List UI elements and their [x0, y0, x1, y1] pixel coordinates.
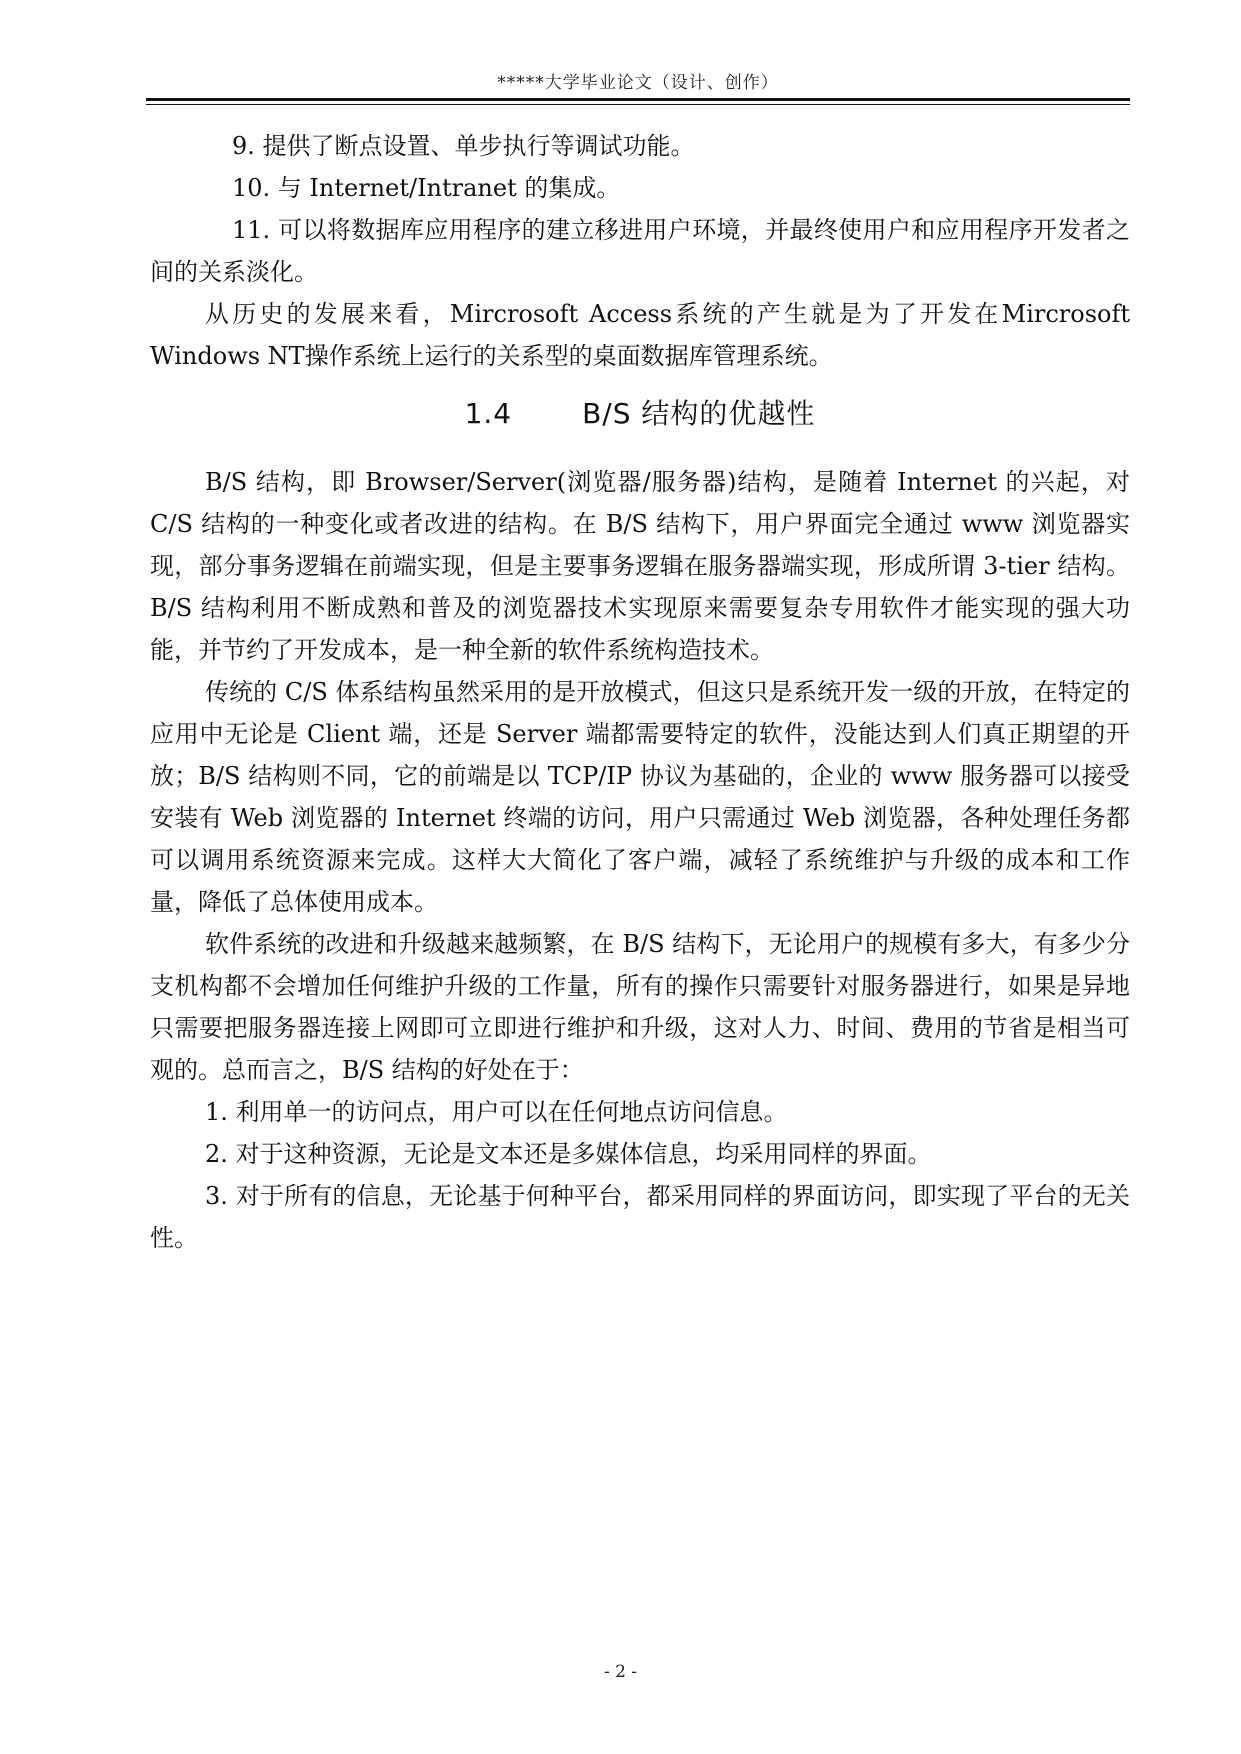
header-rule-thin — [146, 104, 1130, 105]
page-header: *****大学毕业论文（设计、创作） — [497, 73, 779, 93]
section-heading — [150, 389, 1130, 439]
benefit-item-2: 2. 对于这种资源，无论是文本还是多媒体信息，均采用同样的界面。 — [205, 1140, 932, 1168]
list-item-9: 9. 提供了断点设置、单步执行等调试功能。 — [232, 132, 695, 160]
section-number: 1.4 — [464, 397, 513, 430]
paragraph-bs-definition: B/S 结构，即 Browser/Server(浏览器/服务器)结构，是随着 Internet 的兴起，对 C/S 结构的一种变化或者改进的结构。在 B/S 结构下，用户界面完全通过 www 浏览器实现，部分事务逻辑在前端实现，但是主要事务逻辑在服务器端实现，形成所谓 3-tier 结构。B/S 结构利用不断成熟和普及的浏览器技术实现原来需要复杂专用软件才能实现的强大功能，并节约了开发成本，是一种全新的软件系统构造技术。 — [150, 468, 1130, 664]
benefit-item-3: 3. 对于所有的信息，无论基于何种平台，都采用同样的界面访问，即实现了平台的无关性。 — [150, 1182, 1130, 1252]
section-title: B/S 结构的优越性 — [582, 397, 816, 430]
page-content — [150, 125, 1130, 1259]
list-item-10: 10. 与 Internet/Intranet 的集成。 — [232, 174, 621, 202]
list-item-11: 11. 可以将数据库应用程序的建立移进用户环境，并最终使用户和应用程序开发者之间的关系淡化。 — [150, 216, 1130, 286]
intro-paragraph: 从历史的发展来看，Mircrosoft Access系统的产生就是为了开发在Mircrosoft Windows NT操作系统上运行的关系型的桌面数据库管理系统。 — [150, 300, 1130, 370]
paragraph-cs-comparison: 传统的 C/S 体系结构虽然采用的是开放模式，但这只是系统开发一级的开放，在特定的应用中无论是 Client 端，还是 Server 端都需要特定的软件，没能达到人们真正期望的开放；B/S 结构则不同，它的前端是以 TCP/IP 协议为基础的，企业的 www 服务器可以接受安装有 Web 浏览器的 Internet 终端的访问，用户只需通过 Web 浏览器，各种处理任务都可以调用系统资源来完成。这样大大简化了客户端，减轻了系统维护与升级的成本和工作量，降低了总体使用成本。 — [150, 678, 1130, 916]
header-rule-thick — [146, 98, 1130, 101]
paragraph-upgrade: 软件系统的改进和升级越来越频繁，在 B/S 结构下，无论用户的规模有多大，有多少分支机构都不会增加任何维护升级的工作量，所有的操作只需要针对服务器进行，如果是异地只需要把服务器连接上网即可立即进行维护和升级，这对人力、时间、费用的节省是相当可观的。总而言之，B/S 结构的好处在于： — [150, 930, 1130, 1084]
page-number: - 2 - — [603, 1662, 638, 1682]
benefit-item-1: 1. 利用单一的访问点，用户可以在任何地点访问信息。 — [205, 1098, 788, 1126]
